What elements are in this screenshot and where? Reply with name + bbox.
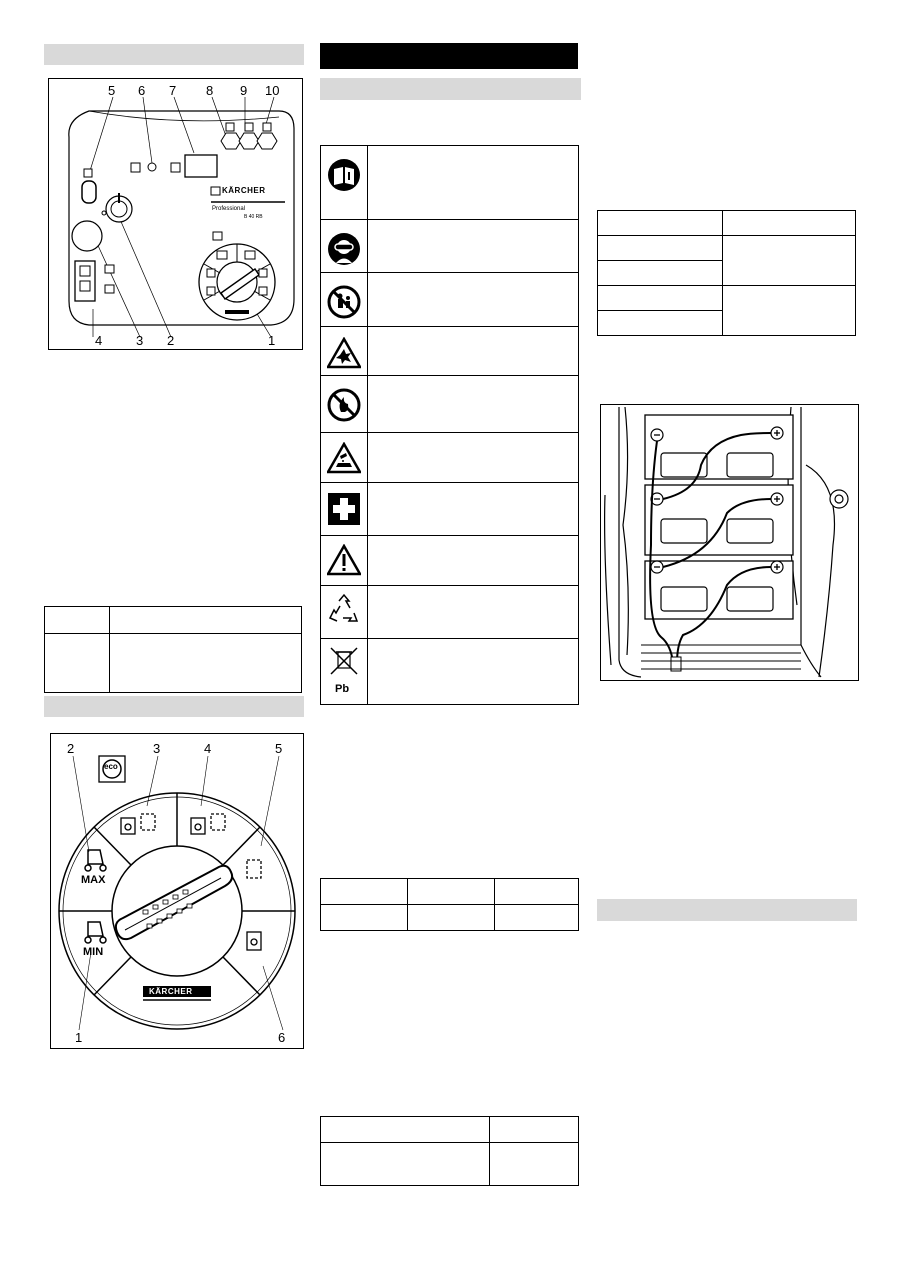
switch-callout-2: 2 [67,741,75,756]
pb-label: Pb [335,683,350,695]
section-header-right [597,899,857,921]
no-children-icon [327,285,361,319]
panel-brand: KÄRCHER [222,186,266,195]
callout-4: 4 [95,333,103,348]
manual-book-icon [327,158,361,192]
corrosive-acid-icon [327,442,361,474]
callout-9: 9 [240,83,248,98]
switch-callout-6: 6 [278,1030,286,1045]
section-header-black [320,43,578,69]
warning-triangle-icon [327,544,361,576]
switch-callout-5: 5 [275,741,283,756]
symbol-table [320,145,579,705]
callout-8: 8 [206,83,214,98]
panel-series: Professional [212,206,246,212]
explosion-hazard-icon [327,337,361,369]
callout-7: 7 [169,83,177,98]
right-table [597,210,856,336]
switch-brand: KÄRCHER [149,987,193,996]
panel-model: B 40 RB [244,214,263,220]
callout-6: 6 [138,83,146,98]
min-label: MIN [83,946,104,958]
section-header-left-mid [44,696,304,717]
left-table [44,606,302,693]
battery-wiring-drawing [601,405,858,680]
first-aid-icon [327,492,361,526]
eco-label: eco [104,762,118,771]
battery-wiring-figure [600,404,859,681]
max-label: MAX [81,874,106,886]
control-panel-figure [48,78,303,350]
switch-callout-4: 4 [204,741,212,756]
protective-goggles-icon [327,232,361,266]
program-switch-drawing [51,734,303,1048]
mid-table-2col [320,1116,579,1186]
recycling-icon [327,593,361,627]
callout-10: 10 [265,83,280,98]
no-open-flame-icon [327,388,361,422]
switch-callout-1: 1 [75,1030,83,1045]
callout-5: 5 [108,83,116,98]
callout-1: 1 [268,333,276,348]
callout-2: 2 [167,333,175,348]
control-panel-drawing [49,79,302,349]
mid-table-3col [320,878,579,931]
crossed-bin-pb-icon [327,646,361,678]
switch-callout-3: 3 [153,741,161,756]
section-header-mid [320,78,581,100]
callout-3: 3 [136,333,144,348]
program-switch-figure [50,733,304,1049]
section-header-left-top [44,44,304,65]
